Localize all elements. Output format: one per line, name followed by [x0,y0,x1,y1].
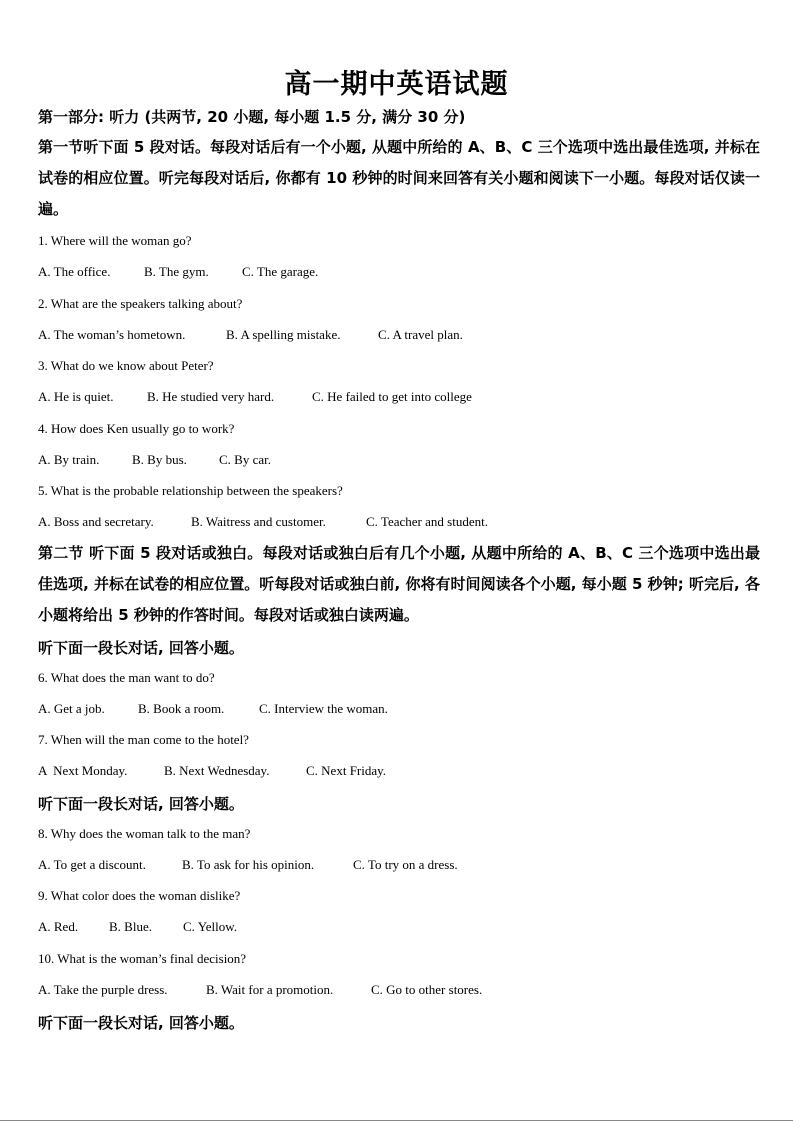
question-1-options [38,264,318,280]
page-title: 高一期中英语试题 [284,69,509,100]
option-a: A. Take the purple dress. [38,982,168,997]
option-c: C. Yellow. [183,919,238,934]
section1-instructions: 第一节听下面 5 段对话。每段对话后有一个小题, 从题中所给的 A、B、C 三个选项中选出最佳选项, 并标在试卷的相应位置。听完每段对话后, 你都有 10 秒钟的时间来回答有关小题和阅读下一小题。每段对话仅读一遍。 [38,138,760,218]
question-1: 1. Where will the woman go? [38,233,192,248]
question-4: 4. How does Ken usually go to work? [38,421,235,436]
option-c: C. Go to other stores. [371,982,483,997]
option-c: C. He failed to get into college [312,389,472,404]
question-6: 6. What does the man want to do? [38,670,215,685]
option-a: A. He is quiet. [38,389,114,404]
question-10: 10. What is the woman’s final decision? [38,951,247,966]
option-b: B. Wait for a promotion. [206,982,334,997]
long-dialogue-label: 听下面一段长对话, 回答小题。 [38,795,244,813]
question-5-options [38,514,488,530]
option-c: C. A travel plan. [378,327,463,342]
question-2-options [38,327,463,343]
option-a: A. Boss and secretary. [38,514,154,529]
question-8: 8. Why does the woman talk to the man? [38,826,251,841]
question-7-options [38,763,386,779]
long-dialogue-label: 听下面一段长对话, 回答小题。 [38,639,244,657]
option-b: B. Blue. [109,919,152,934]
option-b: B. A spelling mistake. [226,327,341,342]
long-dialogue-label: 听下面一段长对话, 回答小题。 [38,1014,244,1032]
question-3-options [38,389,472,405]
option-b: B. Waitress and customer. [191,514,326,529]
question-9-options [38,919,237,935]
section2-instructions: 第二节 听下面 5 段对话或独白。每段对话或独白后有几个小题, 从题中所给的 A、B、C 三个选项中选出最佳选项, 并标在试卷的相应位置。听每段对话或独白前, 你将有时间阅读各个小题, 每小题 5 秒钟; 听完后, 各小题将给出 5 秒钟的作答时间。每段对话或独白读两遍。 [38,544,760,624]
option-a: A. The woman’s hometown. [38,327,186,342]
option-a: A. Get a job. [38,701,105,716]
option-b: B. To ask for his opinion. [182,857,315,872]
option-a: A. To get a discount. [38,857,146,872]
option-b: B. The gym. [144,264,209,279]
question-9: 9. What color does the woman dislike? [38,888,241,903]
question-7: 7. When will the man come to the hotel? [38,732,249,747]
question-4-options [38,452,271,468]
question-6-options [38,701,388,717]
option-c: C. By car. [219,452,271,467]
question-2: 2. What are the speakers talking about? [38,296,243,311]
option-b: B. Next Wednesday. [164,763,270,778]
option-c: C. To try on a dress. [353,857,458,872]
question-10-options [38,982,482,998]
question-5: 5. What is the probable relationship between the speakers? [38,483,343,498]
option-a: A. The office. [38,264,111,279]
option-c: C. Interview the woman. [259,701,388,716]
question-8-options [38,857,458,873]
option-b: B. He studied very hard. [147,389,275,404]
option-a: A Next Monday. [38,763,128,778]
part1-heading: 第一部分: 听力 (共两节, 20 小题, 每小题 1.5 分, 满分 30 分) [38,108,466,126]
page-bottom-divider [0,1120,793,1121]
option-b: B. By bus. [132,452,187,467]
option-b: B. Book a room. [138,701,225,716]
option-a: A. By train. [38,452,100,467]
option-a: A. Red. [38,919,79,934]
option-c: C. Next Friday. [306,763,387,778]
option-c: C. Teacher and student. [366,514,488,529]
option-c: C. The garage. [242,264,319,279]
question-3: 3. What do we know about Peter? [38,358,214,373]
